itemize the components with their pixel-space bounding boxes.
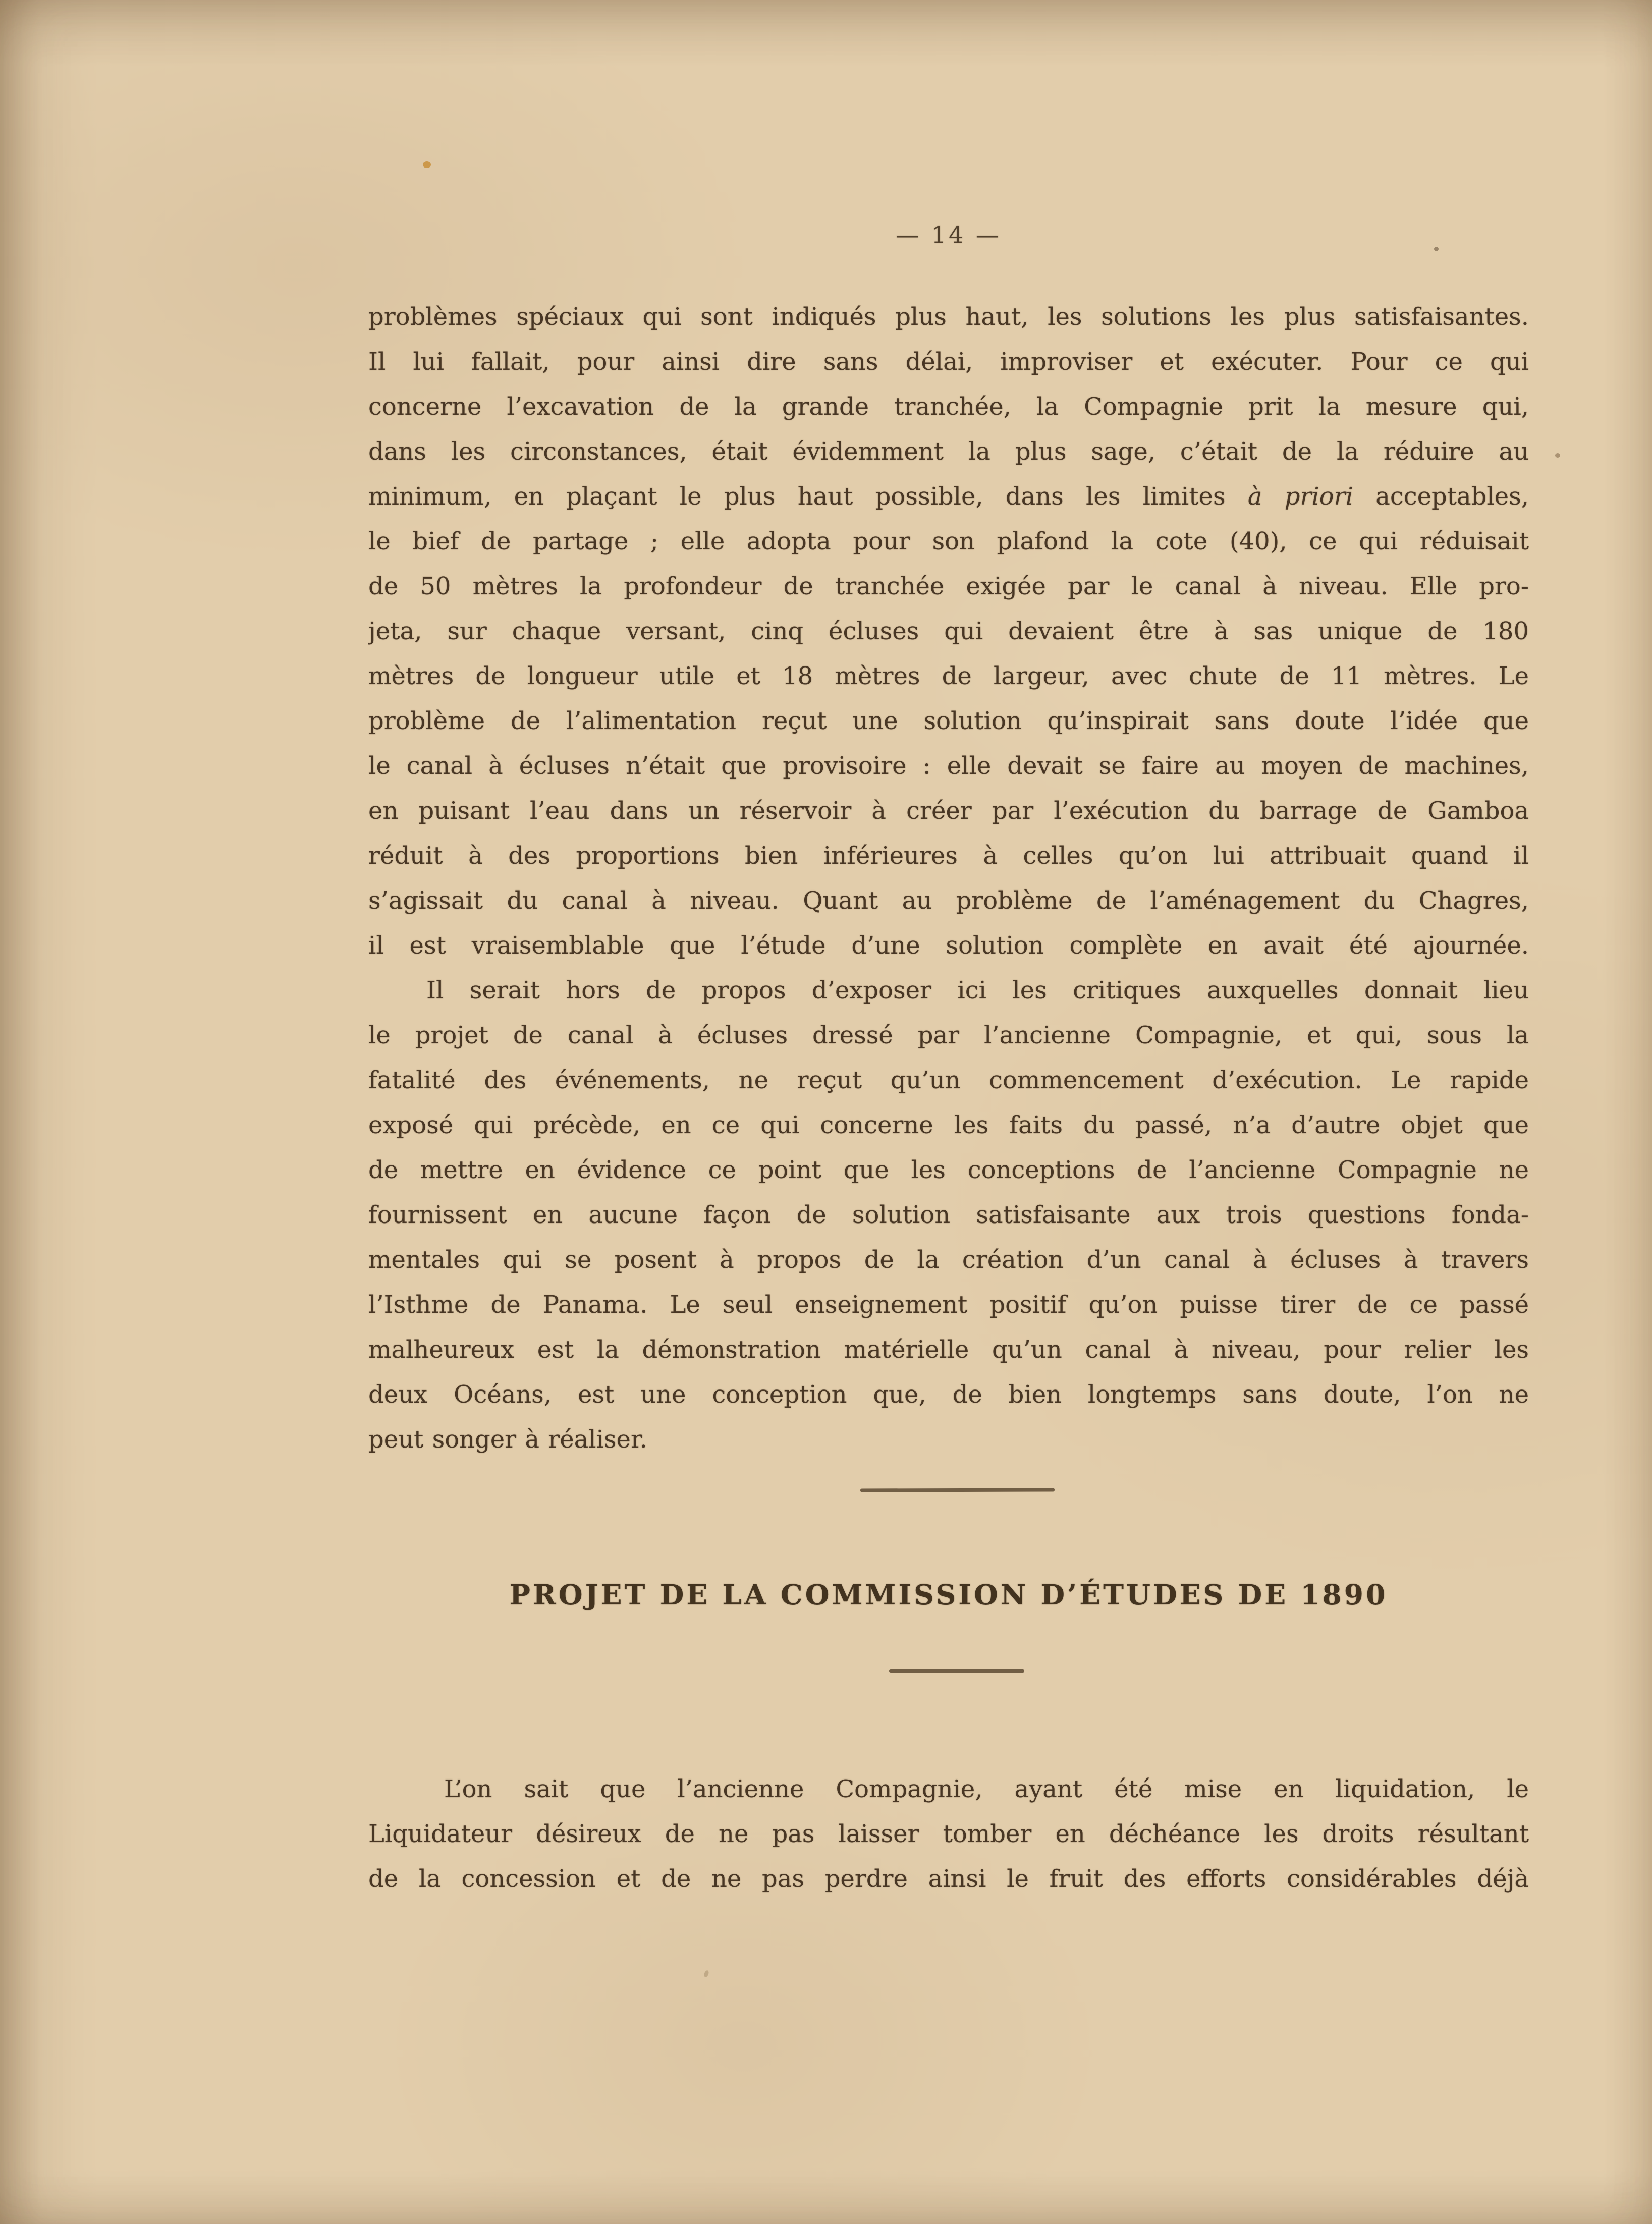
separator-rule — [860, 1488, 1055, 1492]
text-segment: acceptables, — [1353, 482, 1529, 511]
text-segment: minimum, en plaçant le plus haut possible, dans les limites — [368, 482, 1248, 511]
page-number: — 14 — — [896, 221, 1002, 248]
text-line: jeta, sur chaque versant, cinq écluses qui devaient être à sas unique de 180 — [368, 617, 1529, 645]
text-line: de mettre en évidence ce point que les conceptions de l’ancienne Compagnie ne — [368, 1156, 1529, 1184]
text-line: le canal à écluses n’était que provisoire : elle devait se faire au moyen de machines, — [368, 752, 1529, 780]
section-heading: PROJET DE LA COMMISSION D’ÉTUDES DE 1890 — [509, 1578, 1388, 1611]
text-line: problème de l’alimentation reçut une solution qu’inspirait sans doute l’idée que — [368, 707, 1529, 735]
text-line: dans les circonstances, était évidemment la plus sage, c’était de la réduire au — [368, 437, 1529, 466]
text-line — [368, 474, 1529, 519]
paper-speck — [423, 161, 431, 168]
text-line: concerne l’excavation de la grande tranchée, la Compagnie prit la mesure qui, — [368, 393, 1529, 421]
text-line: deux Océans, est une conception que, de bien longtemps sans doute, l’on ne — [368, 1380, 1529, 1409]
text-line: malheureux est la démonstration matérielle qu’un canal à niveau, pour relier les — [368, 1336, 1529, 1364]
text-line: s’agissait du canal à niveau. Quant au problème de l’aménagement du Chagres, — [368, 886, 1529, 915]
text-line: fournissent en aucune façon de solution satisfaisante aux trois questions fonda- — [368, 1201, 1529, 1229]
text-line: peut songer à réaliser. — [368, 1425, 647, 1454]
paragraph-3 — [368, 1767, 1529, 1902]
paragraph-1 — [368, 295, 1529, 968]
text-line: il est vraisemblable que l’étude d’une solution complète en avait été ajournée. — [368, 931, 1529, 960]
text-line: le projet de canal à écluses dressé par l’ancienne Compagnie, et qui, sous la — [368, 1021, 1529, 1049]
text-line: l’Isthme de Panama. Le seul enseignement positif qu’on puisse tirer de ce passé — [368, 1291, 1529, 1319]
text-line: de 50 mètres la profondeur de tranchée exigée par le canal à niveau. Elle pro- — [368, 572, 1529, 600]
paragraph-2 — [368, 968, 1529, 1462]
text-segment-italic: à priori — [1247, 482, 1353, 511]
separator-rule — [889, 1669, 1024, 1673]
text-line: de la concession et de ne pas perdre ainsi le fruit des efforts considérables déjà — [368, 1865, 1529, 1893]
paper-speck — [1555, 453, 1560, 458]
text-line: en puisant l’eau dans un réservoir à créer par l’exécution du barrage de Gamboa — [368, 797, 1529, 825]
text-line: problèmes spéciaux qui sont indiqués plus haut, les solutions les plus satisfaisantes. — [368, 303, 1529, 331]
text-line: L’on sait que l’ancienne Compagnie, ayant été mise en liquidation, le — [444, 1775, 1529, 1803]
text-line: Liquidateur désireux de ne pas laisser tomber en déchéance les droits résultant — [368, 1820, 1529, 1848]
text-line: mentales qui se posent à propos de la création d’un canal à écluses à travers — [368, 1246, 1529, 1274]
text-line: Il lui fallait, pour ainsi dire sans délai, improviser et exécuter. Pour ce qui — [368, 348, 1529, 376]
text-line: réduit à des proportions bien inférieures à celles qu’on lui attribuait quand il — [368, 842, 1529, 870]
text-line: Il serait hors de propos d’exposer ici les critiques auxquelles donnait lieu — [426, 976, 1529, 1005]
text-line: fatalité des événements, ne reçut qu’un commencement d’exécution. Le rapide — [368, 1066, 1529, 1094]
body-text — [368, 295, 1529, 1462]
paper-speck — [1434, 247, 1439, 251]
text-line: mètres de longueur utile et 18 mètres de largeur, avec chute de 11 mètres. Le — [368, 662, 1529, 690]
text-line: le bief de partage ; elle adopta pour son plafond la cote (40), ce qui réduisait — [368, 527, 1529, 555]
text-line: exposé qui précède, en ce qui concerne les faits du passé, n’a d’autre objet que — [368, 1111, 1529, 1139]
paper-speck — [703, 1970, 709, 1978]
